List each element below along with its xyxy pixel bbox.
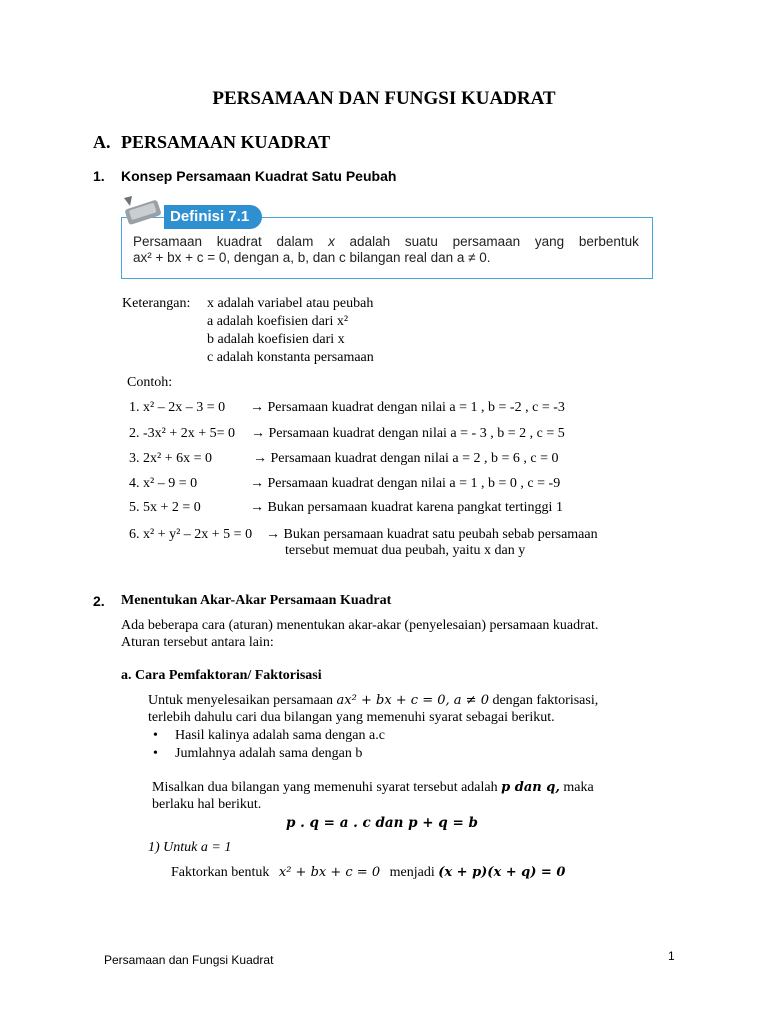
contoh-label: Contoh:: [127, 375, 173, 390]
paragraph-1-math: ax² + bx + c = 0, a ≠ 0: [336, 693, 489, 708]
bullet-item: Hasil kalinya adalah sama dengan a.c: [175, 728, 385, 743]
paragraph-2: terlebih dahulu cari dua bilangan yang memenuhi syarat sebagai berikut.: [148, 710, 555, 725]
example-equation: 5. 5x + 2 = 0: [129, 500, 201, 515]
paragraph-3-math: p dan q,: [501, 780, 560, 795]
footer-title: Persamaan dan Fungsi Kuadrat: [104, 953, 274, 967]
bullet-item: Jumlahnya adalah sama dengan b: [175, 746, 363, 761]
definition-line-2: ax² + bx + c = 0, dengan a, b, dan c bilangan real dan a ≠ 0.: [133, 250, 491, 265]
factor-pre: Faktorkan bentuk: [171, 865, 270, 880]
def-word: yang: [534, 234, 565, 249]
example-equation: 4. x² – 9 = 0: [129, 476, 198, 491]
pin-icon: [122, 194, 166, 228]
paragraph-3-post: maka: [563, 780, 594, 795]
section-2-title: Menentukan Akar-Akar Persamaan Kuadrat: [121, 593, 392, 608]
subsection-1-number: 1.: [93, 168, 105, 184]
example-description: → Bukan persamaan kuadrat karena pangkat tertinggi 1: [250, 500, 563, 515]
keterangan-label: Keterangan:: [122, 296, 191, 311]
example-description: → Persamaan kuadrat dengan nilai a = 1 , b = 0 , c = -9: [250, 476, 561, 491]
page-number: 1: [668, 949, 675, 963]
def-word: adalah: [349, 234, 391, 249]
bullet-icon: •: [153, 746, 158, 761]
factor-math-2: (x + p)(x + q) = 0: [438, 865, 566, 880]
def-word: berbentuk: [578, 234, 639, 249]
def-word: suatu: [404, 234, 438, 249]
definition-line-1: [133, 234, 639, 249]
def-word: persamaan: [452, 234, 521, 249]
section-2-intro-2: Aturan tersebut antara lain:: [121, 635, 274, 650]
paragraph-3: [152, 780, 594, 796]
bullet-icon: •: [153, 728, 158, 743]
formula: p . q = a . c dan p + q = b: [286, 815, 478, 831]
factor-math-1: x² + bx + c = 0: [278, 865, 381, 880]
keterangan-line: a adalah koefisien dari x²: [207, 314, 349, 329]
keterangan-line: c adalah konstanta persamaan: [207, 350, 374, 365]
example-equation: 2. -3x² + 2x + 5= 0: [129, 426, 236, 441]
example-equation: 1. x² – 2x – 3 = 0: [129, 400, 226, 415]
section-a-heading: [93, 132, 330, 153]
paragraph-1-post: dengan faktorisasi,: [492, 693, 599, 708]
section-2-number: 2.: [93, 593, 105, 609]
factor-mid: menjadi: [389, 865, 435, 880]
def-word: x: [328, 234, 335, 249]
paragraph-1: [148, 693, 598, 709]
paragraph-4: berlaku hal berikut.: [152, 797, 262, 812]
section-2-intro-1: Ada beberapa cara (aturan) menentukan akar-akar (penyelesaian) persamaan kuadrat.: [121, 618, 599, 633]
example-equation: 3. 2x² + 6x = 0: [129, 451, 212, 466]
untuk-line: 1) Untuk a = 1: [148, 840, 232, 855]
section-a-text: PERSAMAAN KUADRAT: [121, 132, 331, 152]
example-equation: 6. x² + y² – 2x + 5 = 0: [129, 527, 253, 542]
subsection-1-heading: [93, 168, 396, 184]
def-word: Persamaan: [133, 234, 203, 249]
keterangan-line: x adalah variabel atau peubah: [207, 296, 374, 311]
example-description: → Persamaan kuadrat dengan nilai a = - 3 , b = 2 , c = 5: [251, 426, 565, 441]
section-a-label: A.: [93, 132, 111, 152]
factor-line: [171, 865, 565, 881]
paragraph-3-pre: Misalkan dua bilangan yang memenuhi syarat tersebut adalah: [152, 780, 498, 795]
example-description: → Bukan persamaan kuadrat satu peubah sebab persamaan: [266, 527, 598, 542]
subsection-a-heading: a. Cara Pemfaktoran/ Faktorisasi: [121, 668, 322, 683]
example-description-continued: tersebut memuat dua peubah, yaitu x dan y: [285, 543, 526, 558]
paragraph-1-pre: Untuk menyelesaikan persamaan: [148, 693, 334, 708]
subsection-1-text: Konsep Persamaan Kuadrat Satu Peubah: [121, 168, 397, 184]
def-word: dalam: [276, 234, 314, 249]
definition-tab: Definisi 7.1: [164, 205, 262, 229]
page-title: PERSAMAAN DAN FUNGSI KUADRAT: [212, 88, 556, 109]
example-description: → Persamaan kuadrat dengan nilai a = 1 , b = -2 , c = -3: [250, 400, 565, 415]
example-description: → Persamaan kuadrat dengan nilai a = 2 , b = 6 , c = 0: [253, 451, 559, 466]
keterangan-line: b adalah koefisien dari x: [207, 332, 345, 347]
def-word: kuadrat: [216, 234, 262, 249]
